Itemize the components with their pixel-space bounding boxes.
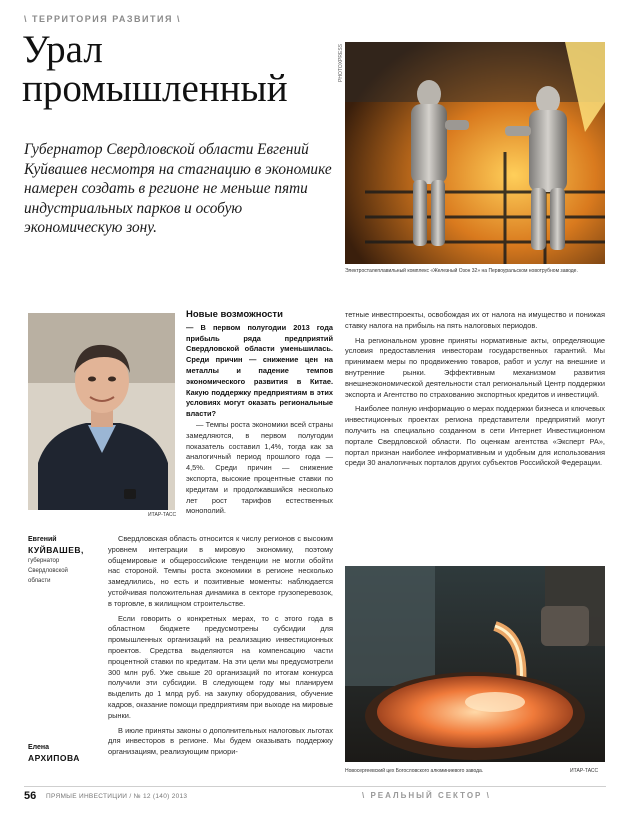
interview-answer-1: — Темпы роста экономики всей страны замедляются, в первом полугодии показатель составил 1,4%, тогда как за аналогичный период прошлого года — 4,5%. Среди причин — снижение экспорта, высокие процентные ставки по кредитам и продолжавшийся несколько лет рост тарифов естественных монополий. [186,419,333,516]
person-role-1: губернатор [28,558,60,564]
steelworkers-illustration [345,42,605,264]
portrait-credit: ИТАР-ТАСС [148,512,177,518]
interview-answer-3: Если говорить о конкретных мерах, то с этого года в областном бюджете предусмотрены субсидии для промышленных организаций на реализацию инвестиционных проектов. Средства выделяются на компенсацию части процентной ставки по кредитам. На эти цели мы предусмотрели 300 млн руб. Уже свыше 20 организаций по итогам конкурса получили эти субсидии. В следующем году мы планируем выделить до 1 млрд руб. на закупку оборудования, обучение кадров, оказание помощи предприятиям при выходе на мировые рынки. [108,613,333,720]
molten-metal-illustration [345,566,605,762]
interview-answer-4: В июле приняты законы о дополнительных налоговых льготах для инвесторов в регионе. Мы будем оказывать поддержку организациям, реализующим приори- [108,725,333,757]
col3-paragraph-2: На региональном уровне приняты нормативные акты, определяющие условия предоставления инвесторам государственных гарантий. Мы принимаем меры по продвижению товаров, работ и услуг на внешние и внутренние рынки. Эффективным механизмом развития внешнеэкономической деятельности стал региональный Центр поддержки экспорта и Агентство по страхованию экспортных кредитов и инвестиций. [345,335,605,399]
interview-answer-2: Свердловская область относится к числу регионов с высоким уровнем интеграции в мировую экономику, поэтому общемировые и общероссийские тенденции не могли обойти нас стороной. Темпы роста экономики в регионе несколько замедлились, но есть и позитивные моменты: наблюдается устойчивая положительная динамика в секторе грузоперевозок, в торговле, в жилищном строительстве. [108,534,333,608]
page-number: 56 [24,790,37,802]
interview-question: — В первом полугодии 2013 года прибыль ряда предприятий Свердловской области уменьшилась. Среди причин — снижение цен на металлы и падение темпов экономического развития в Китае. Какую поддержку предприятиям в этих условиях могут оказать региональные власти? [186,322,333,419]
headline-line-1: Урал [22,28,103,71]
headline [22,30,342,108]
article-column-3 [345,310,605,469]
person-role-2: Свердловской [28,568,68,574]
article-column-wide [108,534,333,758]
top-photo [345,42,605,264]
interviewer-last-name: АРХИПОВА [28,753,80,763]
bottom-photo-credit: ИТАР-ТАСС [570,768,599,774]
footer-sector: \ РЕАЛЬНЫЙ СЕКТОР \ [362,791,491,800]
article-column-2 [186,310,333,517]
top-photo-credit: PHOTOXPRESS [338,44,344,82]
footer-magazine: ПРЯМЫЕ ИНВЕСТИЦИИ / № 12 (140) 2013 [46,793,188,800]
interviewer-first-name: Елена [28,744,50,751]
top-photo-caption: Электросталеплавильный комплекс «Железный Озон 32» на Первоуральском новотрубном заводе. [345,268,578,274]
col3-paragraph-3: Наиболее полную информацию о мерах поддержки бизнеса и ключевых инвестиционных проектах региона представители предприятий могут получить на специально созданном в сети Интернет Инвестиционном портале Свердловской области. По оценкам агентства «Эксперт РА», портал признан наиболее информативным и удобным для использования среди 30 аналогичных порталов других субъектов Российской Федерации. [345,404,606,468]
portrait-photo [28,313,175,510]
bottom-photo [345,566,605,762]
interviewer-caption [28,743,108,764]
person-caption [28,535,108,586]
person-first-name: Евгений [28,536,57,543]
section-tag: \ ТЕРРИТОРИЯ РАЗВИТИЯ \ [24,14,181,24]
footer-rule [24,786,606,787]
lead-paragraph: Губернатор Свердловской области Евгений Куйвашев несмотря на стагнацию в экономике намерен создать в регионе не меньше пяти индустриальных парков и особую экономическую зону. [24,141,332,236]
portrait-illustration [28,313,175,510]
headline-line-2: промышленный [22,67,288,110]
person-last-name: КУЙВАШЕВ, [28,545,84,555]
col3-paragraph-1: тетные инвестпроекты, освобождая их от налога на имущество и понижая ставку налога на прибыль на пять налоговых периодов. [345,310,605,330]
person-role-3: области [28,578,51,584]
bottom-photo-caption: Новосергеевский цех Богословского алюминиевого завода. [345,768,484,774]
article-subhead: Новые возможности [186,309,283,320]
